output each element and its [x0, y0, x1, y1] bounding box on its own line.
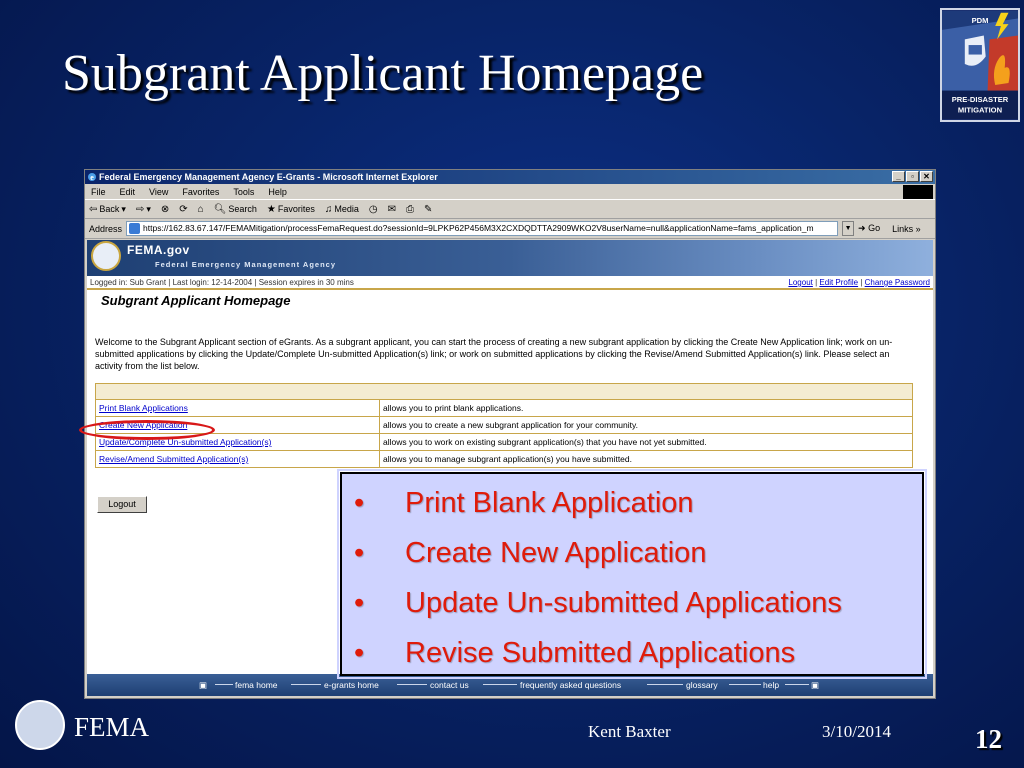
- table-header-row: [96, 384, 913, 400]
- svg-text:e: e: [90, 173, 94, 182]
- browser-toolbar: [85, 200, 935, 219]
- callout-item-text: Print Blank Application: [405, 487, 694, 519]
- footer-separator: [291, 684, 321, 685]
- favorites-label: Favorites: [277, 204, 315, 214]
- pdm-logo-line2: MITIGATION: [957, 105, 1003, 115]
- footer-faq[interactable]: frequently asked questions: [520, 680, 622, 690]
- stop-icon[interactable]: ⊗: [160, 203, 170, 215]
- browser-title: Federal Emergency Management Agency E-Grants - Microsoft Internet Explorer: [99, 172, 438, 182]
- media-icon: ♫: [324, 203, 333, 215]
- footer-separator: [483, 684, 517, 685]
- go-label: Go: [868, 223, 881, 233]
- callout-item-create: [342, 534, 922, 584]
- print-blank-applications-link[interactable]: Print Blank Applications: [96, 400, 380, 417]
- menu-file[interactable]: File: [91, 186, 106, 197]
- footer-separator: [647, 684, 683, 685]
- logout-link[interactable]: Logout: [788, 278, 813, 287]
- bullet-icon: •: [354, 537, 365, 569]
- callout-list: [342, 474, 922, 684]
- print-icon[interactable]: ⎙: [406, 203, 415, 215]
- minimize-button[interactable]: _: [892, 171, 905, 182]
- slide-number: 12: [975, 724, 1002, 754]
- address-dropdown[interactable]: ▼: [842, 221, 854, 236]
- fema-seal-icon: [91, 241, 121, 271]
- back-arrow-icon: ⇦: [89, 203, 98, 215]
- footer-org: FEMA: [74, 712, 150, 742]
- home-icon[interactable]: ⌂: [197, 203, 204, 215]
- forward-button[interactable]: ⇨ ▾: [135, 203, 151, 215]
- table-header-cell: [96, 384, 913, 400]
- callout-box: [340, 472, 924, 676]
- bullet-icon: •: [354, 487, 365, 519]
- table-row: [96, 434, 913, 451]
- address-label: Address: [89, 223, 123, 234]
- pdm-logo: [940, 8, 1020, 122]
- favorites-icon: ★: [266, 203, 276, 215]
- search-button[interactable]: [214, 204, 257, 215]
- forward-arrow-icon: ⇨: [135, 203, 145, 215]
- banner-subtitle: Federal Emergency Management Agency: [155, 260, 337, 269]
- activity-desc: allows you to create a new subgrant application for your community.: [380, 417, 913, 434]
- pdm-logo-top-text: PDM: [971, 16, 989, 26]
- mail-icon[interactable]: ✉: [387, 203, 397, 215]
- page-heading: Subgrant Applicant Homepage: [101, 293, 291, 308]
- page-icon: [129, 223, 140, 234]
- footer-egrants-home[interactable]: e-grants home: [324, 680, 379, 690]
- footer-separator: [729, 684, 761, 685]
- links-button[interactable]: Links »: [892, 223, 921, 234]
- footer-separator: [785, 684, 809, 685]
- refresh-icon[interactable]: ⟳: [179, 203, 188, 215]
- pdm-logo-line1: PRE-DISASTER: [951, 95, 1009, 105]
- back-button[interactable]: ⇦ Back ▾: [89, 203, 126, 215]
- intro-text: Welcome to the Subgrant Applicant section of eGrants. As a subgrant applicant, you can start the process of creating a new subgrant application by clicking the Create New Application link; work on un-submitted applications by clicking the Update/Complete Un-submitted Application(s) link; or work on submitted applications by clicking the Revise/Amend Submitted Application(s) link. Please select an activity from the list below.: [95, 337, 893, 371]
- windows-logo-icon: [903, 185, 933, 199]
- logout-button[interactable]: Logout: [97, 496, 147, 513]
- menu-tools[interactable]: Tools: [233, 186, 255, 197]
- address-input[interactable]: [126, 221, 838, 236]
- address-bar: [85, 219, 935, 239]
- table-row: [96, 451, 913, 468]
- revise-submitted-link[interactable]: Revise/Amend Submitted Application(s): [96, 451, 380, 468]
- footer-end-icon: ▣: [811, 680, 820, 690]
- callout-item-print: [342, 484, 922, 534]
- slide-date: 3/10/2014: [822, 722, 891, 741]
- menu-edit[interactable]: Edit: [119, 186, 136, 197]
- bullet-icon: •: [354, 637, 365, 669]
- table-row: [96, 417, 913, 434]
- callout-item-text: Update Un-submitted Applications: [405, 587, 842, 619]
- maximize-button[interactable]: ▫: [906, 171, 919, 182]
- activity-desc: allows you to work on existing subgrant application(s) that you have not yet submitted.: [380, 434, 913, 451]
- footer-separator: [215, 684, 233, 685]
- favorites-button[interactable]: [267, 204, 315, 215]
- footer-help[interactable]: help: [763, 680, 780, 690]
- highlight-ellipse: [79, 420, 215, 440]
- ie-icon: [87, 172, 97, 182]
- activity-desc: allows you to manage subgrant application(s) you have submitted.: [380, 451, 913, 468]
- session-bar: Logged in: Sub Grant | Last login: 12-14-2004 | Session expires in 30 mins Logout | Edit Profile | Change Password: [87, 276, 933, 290]
- links-label: Links: [892, 223, 914, 234]
- menu-favorites[interactable]: Favorites: [182, 186, 220, 197]
- create-new-application-link[interactable]: Create New Application: [96, 417, 380, 434]
- fema-banner: [87, 240, 933, 276]
- callout-item-text: Revise Submitted Applications: [405, 637, 796, 669]
- media-button[interactable]: [325, 204, 359, 215]
- callout-item-update: [342, 584, 922, 634]
- browser-titlebar[interactable]: [85, 170, 935, 184]
- slide-title: Subgrant Applicant Homepage: [62, 45, 704, 102]
- flag-icon: ▣: [199, 680, 208, 690]
- footer-contact-us[interactable]: contact us: [430, 680, 469, 690]
- menu-help[interactable]: Help: [268, 186, 287, 197]
- change-password-link[interactable]: Change Password: [864, 278, 930, 287]
- footer-fema-home[interactable]: fema home: [235, 680, 278, 690]
- activity-desc: allows you to print blank applications.: [380, 400, 913, 417]
- edit-icon[interactable]: ✎: [424, 203, 433, 215]
- menu-view[interactable]: View: [149, 186, 169, 197]
- edit-profile-link[interactable]: Edit Profile: [819, 278, 859, 287]
- back-label: Back: [99, 204, 120, 214]
- presenter-name: Kent Baxter: [588, 722, 671, 741]
- search-icon: 🔍︎: [213, 203, 227, 215]
- table-row: [96, 400, 913, 417]
- banner-title: FEMA.gov: [127, 243, 190, 257]
- session-info: Logged in: Sub Grant | Last login: 12-14-2004 | Session expires in 30 mins: [90, 278, 354, 287]
- footer-glossary[interactable]: glossary: [686, 680, 718, 690]
- media-label: Media: [334, 204, 359, 214]
- footer-separator: [397, 684, 427, 685]
- bullet-icon: •: [354, 587, 365, 619]
- dhs-seal-icon: [15, 700, 65, 750]
- address-url: https://162.83.67.147/FEMAMitigation/processFemaRequest.do?sessionId=9LPKP62P456M3X2CXDQDTTA2909WKO2V8userName=null&applicationName=fams_application_m: [143, 223, 814, 233]
- callout-item-text: Create New Application: [405, 537, 707, 569]
- activity-table: [95, 383, 913, 468]
- close-button[interactable]: ✕: [920, 171, 933, 182]
- search-label: Search: [228, 204, 257, 214]
- history-icon[interactable]: ◷: [368, 203, 378, 215]
- callout-item-revise: [342, 634, 922, 684]
- go-button[interactable]: ➜ Go: [858, 223, 881, 233]
- menu-bar: [85, 184, 935, 200]
- update-unsubmitted-link[interactable]: Update/Complete Un-submitted Application(s): [96, 434, 380, 451]
